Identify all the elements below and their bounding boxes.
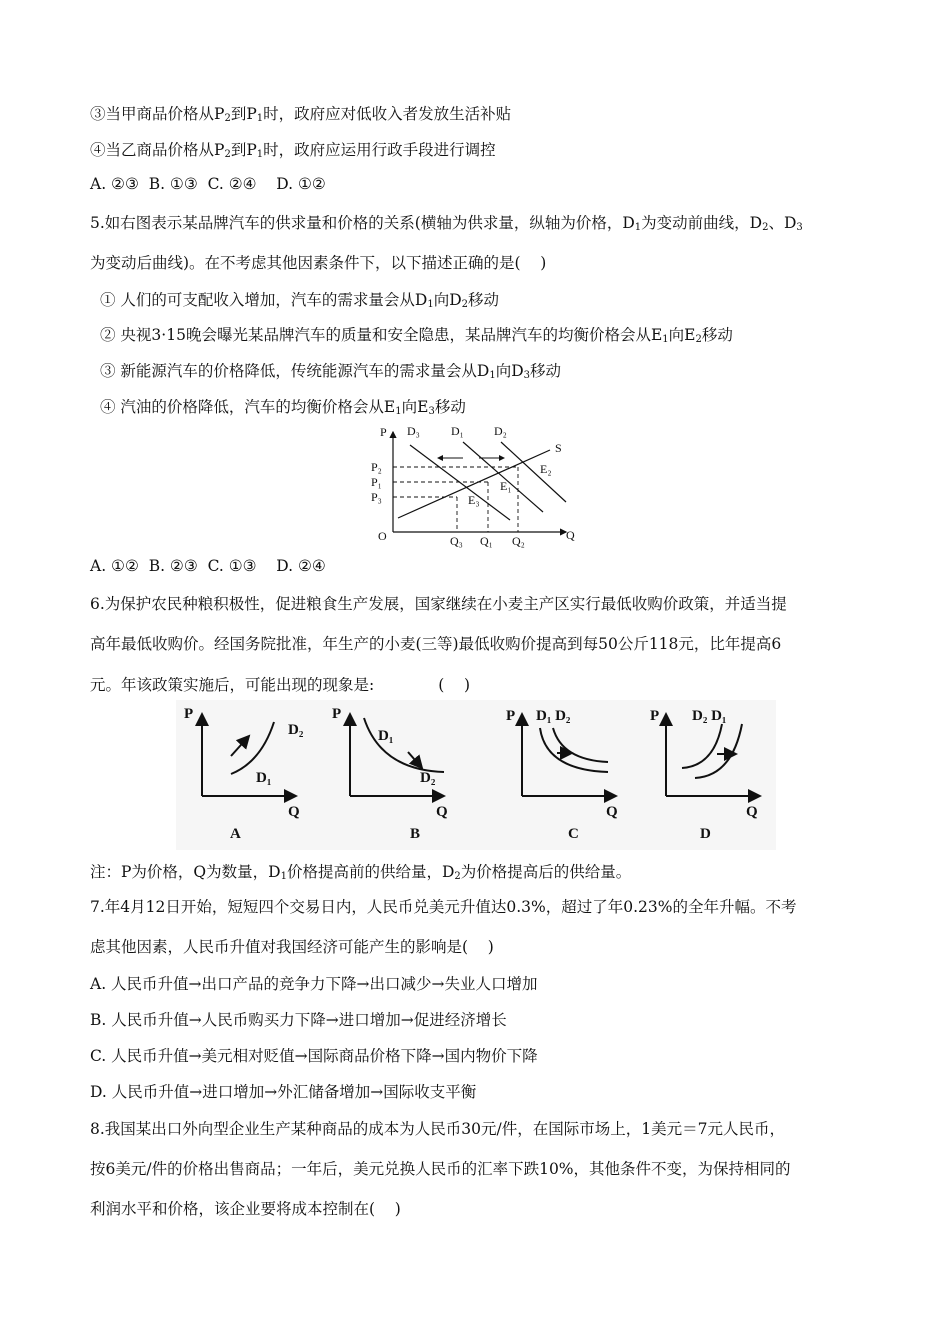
graph-d-curve-d1 — [695, 724, 742, 778]
q5-stem: 5.如右图表示某品牌汽车的供求量和价格的关系(横轴为供求量，纵轴为价格，$D_1$为变动前曲线，$D_2$、$D_3$ — [90, 214, 803, 233]
q7-stem-line2: 虑其他因素，人民币升值对我国经济可能产生的影响是( ) — [90, 938, 494, 956]
graph-d-letter: D — [700, 826, 711, 842]
fig-label-e2: E₂ — [540, 462, 552, 476]
fig-label-e1: E₁ — [500, 479, 512, 493]
graph-c-letter: C — [568, 826, 579, 842]
fig-label-d1: D₁ — [451, 424, 464, 438]
fig-label-p2: P₂ — [371, 460, 382, 474]
fig-label-q: Q — [566, 528, 575, 542]
graph-d-p: P — [650, 708, 660, 724]
q7-option-a: A. 人民币升值→出口产品的竞争力下降→出口减少→失业人口增加 — [90, 975, 538, 993]
q4-answers: A. ②③ B. ①③ C. ②④ D. ①② — [90, 175, 326, 193]
fig-label-s: S — [555, 441, 562, 455]
q6-graphs — [176, 700, 776, 850]
supply-demand-figure — [366, 420, 586, 548]
q7-option-d: D. 人民币升值→进口增加→外汇储备增加→国际收支平衡 — [90, 1083, 477, 1101]
graph-b-curve — [364, 718, 444, 772]
q7-option-c: C. 人民币升值→美元相对贬值→国际商品价格下降→国内物价下降 — [90, 1047, 538, 1065]
graph-b-letter: B — [410, 826, 421, 842]
graph-b-d1: D₁ — [378, 728, 394, 744]
q6-stem-line1: 6.为保护农民种粮积极性，促进粮食生产发展，国家继续在小麦主产区实行最低收购价政策，并适当提 — [90, 595, 787, 613]
q5-answers: A. ①② B. ②③ C. ①③ D. ②④ — [90, 557, 326, 575]
fig-label-d2: D₂ — [494, 424, 507, 438]
fig-label-e3: E₃ — [468, 493, 480, 507]
graph-c-q: Q — [606, 804, 618, 820]
q6-stem-line3: 元。年该政策实施后，可能出现的现象是: ( ) — [90, 676, 471, 694]
graph-b-p: P — [332, 706, 342, 722]
q8-stem-line3: 利润水平和价格，该企业要将成本控制在( ) — [90, 1200, 401, 1218]
fig-label-q1: Q₁ — [480, 534, 493, 548]
graph-d-curves-label: D₂ D₁ — [692, 708, 727, 724]
fig-label-d3: D₃ — [407, 424, 420, 438]
fig-label-p: P — [380, 425, 387, 439]
fig-label-p1: P₁ — [371, 475, 382, 489]
graph-a-q: Q — [288, 804, 300, 820]
q5-option-4: ④ 汽油的价格降低，汽车的均衡价格会从$E_1$向$E_3$移动 — [100, 398, 466, 417]
graph-a-letter: A — [230, 826, 241, 842]
graph-c-curve-d1 — [540, 728, 608, 772]
graph-b-q: Q — [436, 804, 448, 820]
graph-d-q: Q — [746, 804, 758, 820]
q8-stem-line1: 8.我国某出口外向型企业生产某种商品的成本为人民币30元/件，在国际市场上，1美元＝7元人民币， — [90, 1120, 785, 1138]
graph-a-d2: D₂ — [288, 722, 304, 738]
fig-label-p3: P₃ — [371, 490, 382, 504]
fig-label-o: O — [378, 529, 387, 543]
supply-line — [398, 450, 550, 518]
graph-a-p: P — [184, 706, 194, 722]
graph-c-p: P — [506, 708, 516, 724]
graph-d-curve-d2 — [682, 724, 722, 768]
graph-c-curves-label: D₁ D₂ — [536, 708, 571, 724]
q4-option-4: ④当乙商品价格从$P_2$到$P_1$时，政府应运用行政手段进行调控 — [90, 141, 496, 160]
graph-b-d2: D₂ — [420, 770, 436, 786]
q6-note: 注：P为价格，Q为数量，$D_1$价格提高前的供给量，$D_2$为价格提高后的供给量。 — [90, 863, 632, 882]
q5-option-2: ② 央视3·15晚会曝光某品牌汽车的质量和安全隐患，某品牌汽车的均衡价格会从$E_1$向$E_2$移动 — [100, 326, 733, 345]
q5-option-1: ① 人们的可支配收入增加，汽车的需求量会从$D_1$向$D_2$移动 — [100, 291, 500, 310]
q5-stem-line2: 为变动后曲线)。在不考虑其他因素条件下，以下描述正确的是( ) — [90, 254, 547, 272]
q6-stem-line2: 高年最低收购价。经国务院批准，年生产的小麦(三等)最低收购价提高到每50公斤118元，比年提高6 — [90, 635, 782, 653]
q7-option-b: B. 人民币升值→人民币购买力下降→进口增加→促进经济增长 — [90, 1011, 507, 1029]
graph-a-arrow — [231, 736, 249, 756]
graph-c-curve-d2 — [553, 728, 608, 762]
fig-label-q2: Q₂ — [512, 534, 525, 548]
q4-option-3: ③当甲商品价格从$P_2$到$P_1$时，政府应对低收入者发放生活补贴 — [90, 105, 512, 124]
demand-d3 — [410, 445, 510, 520]
fig-label-q3: Q₃ — [450, 534, 463, 548]
q5-option-3: ③ 新能源汽车的价格降低，传统能源汽车的需求量会从$D_1$向$D_3$移动 — [100, 362, 562, 381]
q7-stem-line1: 7.年4月12日开始，短短四个交易日内，人民币兑美元升值达0.3%，超过了年0.23%的全年升幅。不考 — [90, 898, 797, 916]
q8-stem-line2: 按6美元/件的价格出售商品；一年后，美元兑换人民币的汇率下跌10%，其他条件不变，为保持相同的 — [90, 1160, 791, 1178]
graph-a-d1: D₁ — [256, 770, 272, 786]
